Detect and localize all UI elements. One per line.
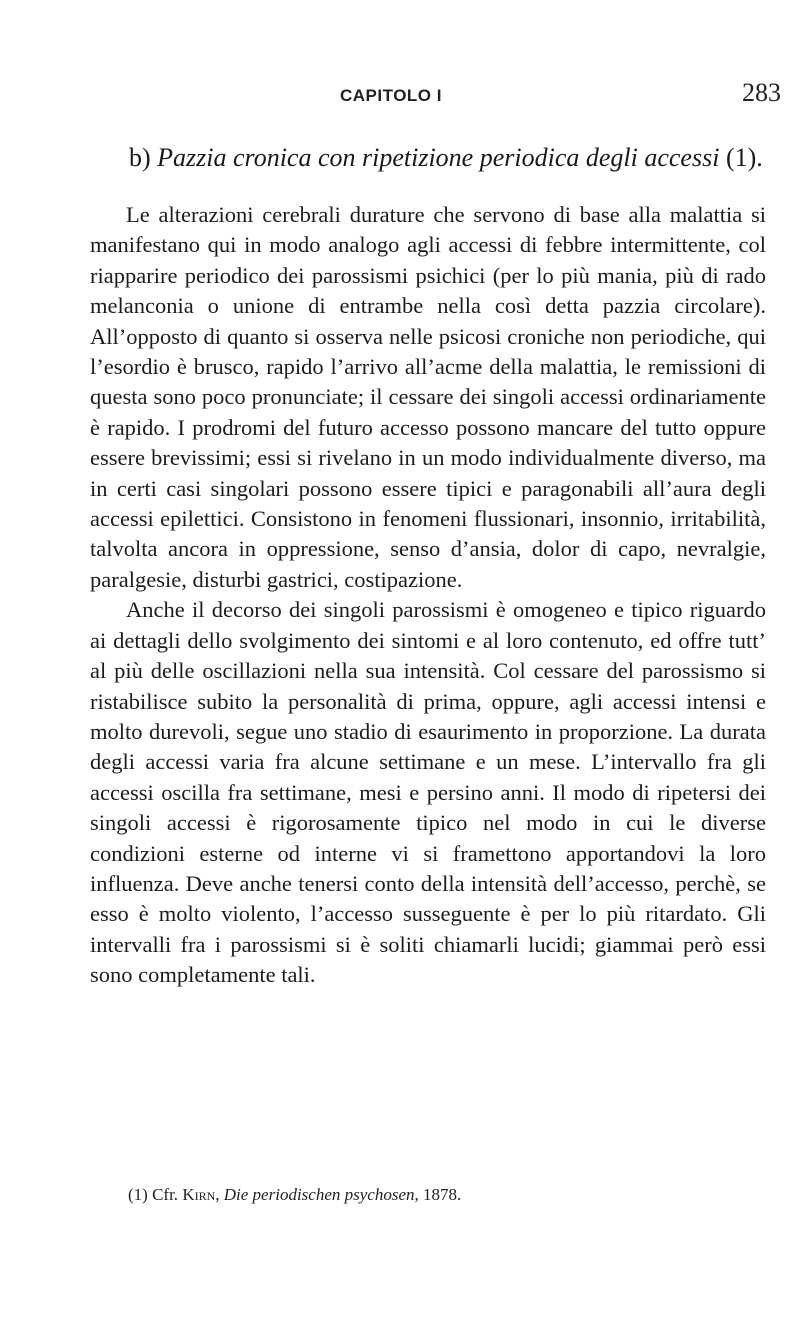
footnote-work-title: Die periodischen psychosen xyxy=(223,1185,415,1204)
section-title-text: Pazzia cronica con ripetizione periodica degli accessi xyxy=(157,143,720,172)
page-number: 283 xyxy=(742,78,781,107)
footnote-author: Kirn xyxy=(182,1185,216,1204)
body-text xyxy=(90,200,766,991)
footnote-prefix: Cfr. xyxy=(152,1185,179,1204)
section-title xyxy=(129,142,769,174)
chapter-heading: CAPITOLO I xyxy=(340,86,442,105)
paragraph: Le alterazioni cerebrali durature che servono di base alla malattia si manifestano qui in modo analogo agli accessi di febbre intermittente, col riapparire periodico dei parossismi psichici (per lo più mania, più di rado melanconia o unione di entrambe nella così detta pazzia circolare). All’opposto di quanto si osserva nelle psicosi croniche non periodiche, qui l’esordio è brusco, rapido l’arrivo all’acme della malattia, le remissioni di questa sono poco pronunciate; il cessare dei singoli accessi ordinariamente è rapido. I prodromi del futuro accesso possono mancare del tutto oppure essere brevissimi; essi si rivelano in un modo individualmente diverso, ma in certi casi singolari possono essere tipici e paragonabili all’aura degli accessi epilettici. Consistono in fenomeni flussionari, insonnio, irritabilità, talvolta ancora in oppressione, senso d’ansia, dolor di capo, nevralgie, paralgesie, disturbi gastrici, costipazione. xyxy=(90,202,766,592)
footnote-marker: (1) xyxy=(128,1185,148,1204)
footnote-year: 1878. xyxy=(423,1185,462,1204)
footnote: (1) Cfr. Kirn, Die periodischen psychosen, 1878. xyxy=(128,1185,462,1204)
running-head xyxy=(0,78,800,112)
paragraph: Anche il decorso dei singoli parossismi è omogeneo e tipico riguardo ai dettagli dello svolgimento dei sintomi e al loro contenuto, ed offre tutt’ al più delle oscillazioni nella sua intensità. Col cessare del parossismo si ristabilisce subito la personalità di prima, oppure, agli accessi intensi e molto durevoli, segue uno stadio di esaurimento in proporzione. La durata degli accessi varia fra alcune settimane e un mese. L’intervallo fra gli accessi oscilla fra settimane, mesi e persino anni. Il modo di ripetersi dei singoli accessi è rigorosamente tipico nel modo in cui le diverse condizioni esterne od interne vi si framettono apportandovi la loro influenza. Deve anche tenersi conto della intensità dell’accesso, perchè, se esso è molto violento, l’accesso susseguente è per lo più ritardato. Gli intervalli fra i parossismi si è soliti chiamarli lucidi; giammai però essi sono completamente tali. xyxy=(90,597,766,988)
footnote-reference: (1). xyxy=(725,143,763,172)
section-label: b) xyxy=(129,143,151,172)
